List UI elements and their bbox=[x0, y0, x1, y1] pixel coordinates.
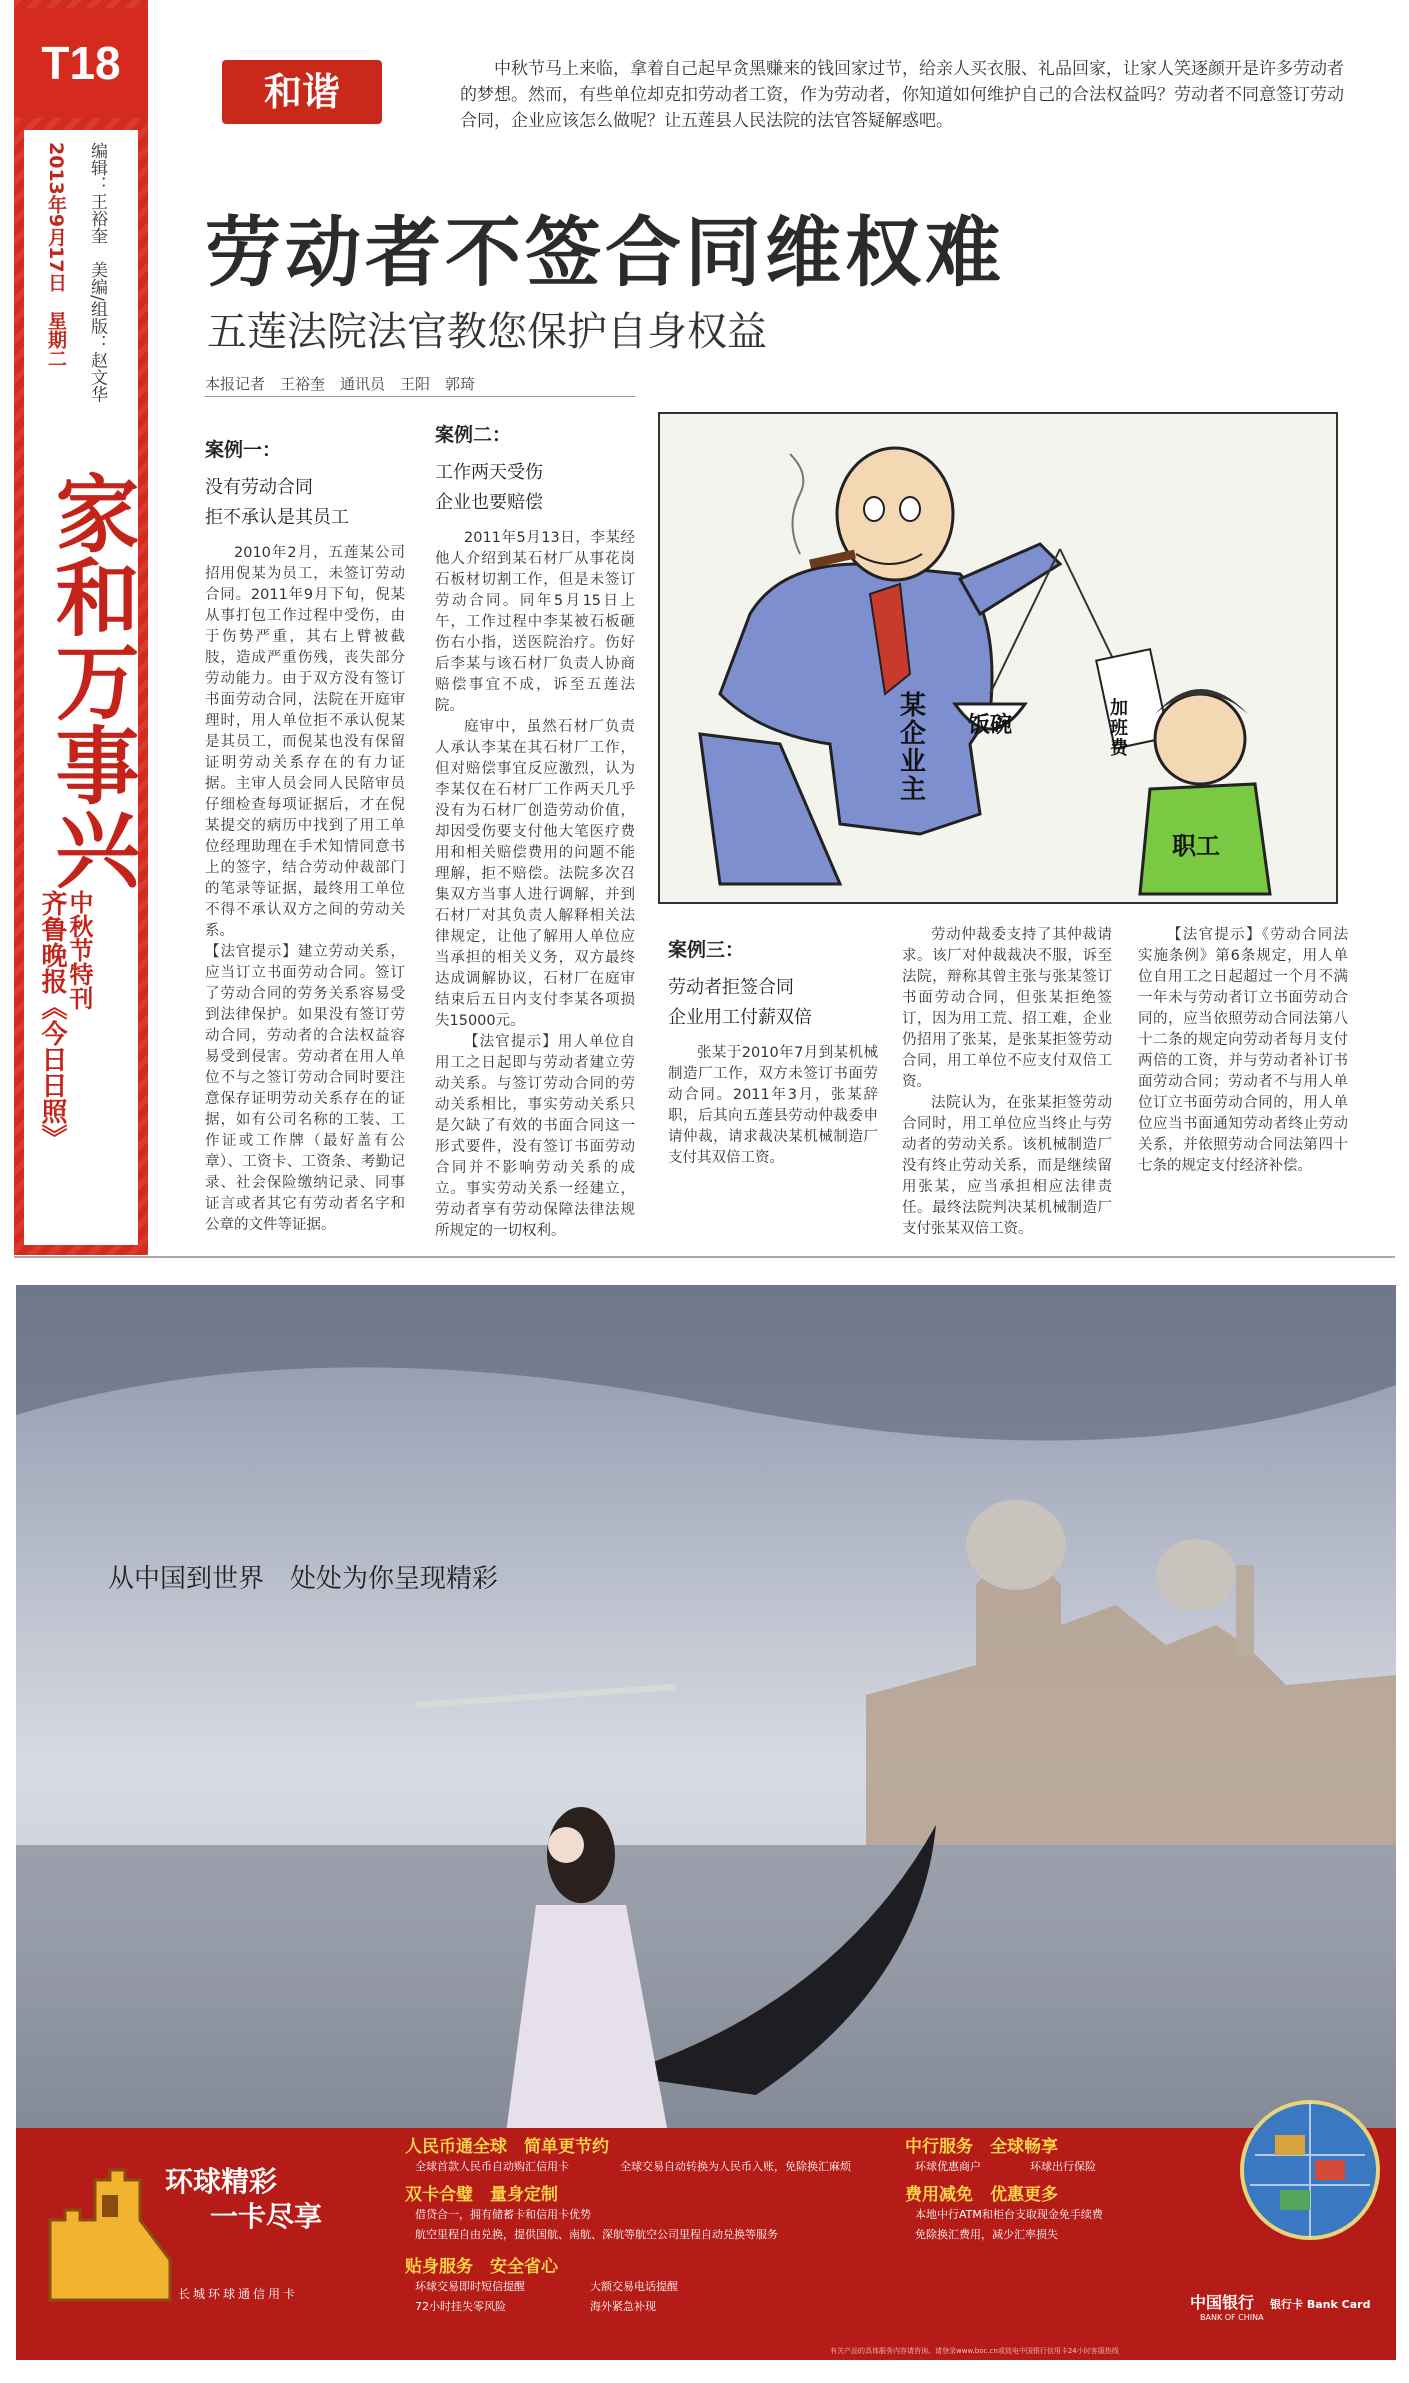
feature-4-item-1: 环球优惠商户 bbox=[915, 2160, 981, 2173]
column-4 bbox=[902, 925, 1112, 1240]
banner-panel bbox=[24, 130, 141, 1245]
ad-card-title-1: 环球精彩 bbox=[165, 2165, 278, 2198]
page-banner bbox=[14, 0, 148, 1255]
column-2 bbox=[435, 410, 635, 1242]
case3-paragraph-2: 劳动仲裁委支持了其仲裁请求。该厂对仲裁裁决不服，诉至法院，辩称其曾主张与张某签订书面劳动合同，但张某拒绝签订，因为用工荒、招工难，企业仍招用了张某，是张某拒签劳动合同，用工单位不应支付双倍工资。 bbox=[902, 927, 1112, 1090]
feature-1-item-2: 全球交易自动转换为人民币入账，免除换汇麻烦 bbox=[620, 2160, 851, 2173]
feature-4-item-2: 环球出行保险 bbox=[1030, 2160, 1096, 2173]
feature-2-title: 双卡合璧 量身定制 bbox=[405, 2185, 558, 2205]
column-logo: 家和万事兴 bbox=[42, 470, 141, 890]
feature-3-item-1: 环球交易即时短信提醒 bbox=[415, 2280, 525, 2293]
issue-date: 2013年9月17日 星期二 bbox=[45, 142, 67, 368]
case3-title-2: 企业用工付薪双倍 bbox=[668, 1007, 812, 1028]
case1-label: 案例一： bbox=[205, 439, 282, 461]
case3-paragraph-3: 法院认为，在张某拒签劳动合同时，用工单位应当终止与劳动者的劳动关系。该机械制造厂没有终止劳动关系，而是继续留用张某，应当承担相应法律责任。最终法院判决某机械制造厂支付张某双倍工资。 bbox=[902, 1095, 1112, 1237]
feature-4-title: 中行服务 全球畅享 bbox=[905, 2137, 1058, 2157]
column-5 bbox=[1138, 925, 1348, 1177]
ad-card-title-2: 一卡尽享 bbox=[210, 2200, 323, 2233]
case2-title-2: 企业也要赔偿 bbox=[435, 492, 543, 513]
cartoon-worker-label: 职工 bbox=[1172, 832, 1220, 860]
staff-credits: 编辑：王裕奎 美编/组版：赵文华 bbox=[87, 142, 107, 403]
ad-fine-print: 有关产品的具体服务内容请咨询。请登录www.boc.cn或致电中国银行信用卡24小时客服热线 bbox=[830, 2347, 1119, 2355]
case1-paragraph-1: 2010年2月，五莲某公司招用倪某为员工，未签订劳动合同。2011年9月下旬，倪某从事打包工作过程中受伤，由于伤势严重，其右上臂被截肢，造成严重伤残，丧失部分劳动能力。由于双方没有签订书面劳动合同，法院在开庭审理时，用人单位拒不承认倪某是其员工，而倪某也没有保留证明劳动关系存在的有力证据。主审人员会同人民陪审员仔细检查每项证据后，才在倪某提交的病历中找到了用工单位经理助理在手术知情同意书上的签字，结合劳动仲裁部门的笔录等证据，最终用工单位不得不承认双方之间的劳动关系。 bbox=[205, 545, 405, 939]
ad-card-label: 长城环球通信用卡 bbox=[178, 2287, 299, 2301]
feature-3-title: 贴身服务 安全省心 bbox=[405, 2257, 558, 2277]
feature-3-item-2: 72小时挂失零风险 bbox=[415, 2300, 506, 2313]
case2-label: 案例二： bbox=[435, 424, 512, 446]
paper-name-text: 齐鲁晚报 bbox=[37, 890, 67, 994]
bank-name: 中国银行 bbox=[1190, 2293, 1255, 2312]
bank-logo bbox=[1190, 2290, 1370, 2313]
article-intro: 中秋节马上来临，拿着自己起早贪黑赚来的钱回家过节，给亲人买衣服、礼品回家，让家人笑逐颜开是许多劳动者的梦想。然而，有些单位却克扣劳动者工资，作为劳动者，你知道如何维护自己的合法权益吗？劳动者不同意签订劳动合同，企业应该怎么做呢？让五莲县人民法院的法官答疑解惑吧。 bbox=[460, 59, 1344, 131]
feature-1-item-1: 全球首款人民币自动购汇信用卡 bbox=[415, 2160, 569, 2173]
feature-2-item-1: 借贷合一，拥有储蓄卡和信用卡优势 bbox=[415, 2208, 591, 2221]
case3-paragraph-1: 张某于2010年7月到某机械制造厂工作，双方未签订书面劳动合同。2011年3月，张某辞职，后其向五莲县劳动仲裁委申请仲裁，请求裁决某机械制造厂支付其双倍工资。 bbox=[668, 1045, 878, 1166]
bank-name-en: BANK OF CHINA bbox=[1200, 2313, 1264, 2322]
feature-3-item-3: 大额交易电话提醒 bbox=[590, 2280, 678, 2293]
feature-1-title: 人民币通全球 简单更节约 bbox=[405, 2137, 609, 2157]
case1-title-2: 拒不承认是其员工 bbox=[205, 507, 349, 528]
page-number: T18 bbox=[14, 8, 148, 118]
special-issue: 中秋节特刊 bbox=[65, 890, 93, 1010]
case3-title-1: 劳动者拒签合同 bbox=[668, 977, 794, 998]
editorial-cartoon bbox=[658, 412, 1338, 904]
cartoon-overtime-label: 加班费 bbox=[1110, 698, 1128, 759]
section-tag: 和谐 bbox=[222, 60, 382, 124]
case3-tip: 【法官提示】《劳动合同法实施条例》第6条规定，用人单位自用工之日起超过一个月不满一年未与劳动者订立书面劳动合同的，应当依照劳动合同法第八十二条的规定向劳动者每月支付两倍的工资，并与劳动者补订书面劳动合同；劳动者不与用人单位订立书面劳动合同的，用人单位应当书面通知劳动者终止劳动关系，并依照劳动合同法第四十七条的规定支付经济补偿。 bbox=[1138, 927, 1348, 1174]
bank-card-text: 银行卡 Bank Card bbox=[1270, 2298, 1371, 2311]
feature-5-item-1: 本地中行ATM和柜台支取现金免手续费 bbox=[915, 2208, 1103, 2221]
cartoon-drawing bbox=[660, 414, 1336, 902]
feature-3-item-4: 海外紧急补现 bbox=[590, 2300, 656, 2313]
headline: 劳动者不签合同维权难 bbox=[205, 208, 1005, 297]
cartoon-boss-label: 某企业主 bbox=[900, 691, 927, 805]
case2-paragraph-1: 2011年5月13日，李某经他人介绍到某石材厂从事花岗石板材切割工作，但是未签订劳动合同。同年5月15日上午，工作过程中李某被石板砸伤右小指，送医院治疗。伤好后李某与该石材厂负责人协商赔偿事宜不成，诉至五莲法院。 bbox=[435, 530, 635, 714]
case1-tip: 【法官提示】建立劳动关系，应当订立书面劳动合同。签订了劳动合同的劳务关系容易受到法律保护。如果没有签订劳动合同，劳动者的合法权益容易受到侵害。劳动者在用人单位不与之签订劳动合同时要注意保存证明劳动关系存在的证据，如有公司名称的工装、工作证或工作牌（最好盖有公章）、工资卡、工资条、考勤记录、社会保险缴纳记录、同事证言或者其它有劳动者名字和公章的文件等证据。 bbox=[205, 944, 405, 1233]
feature-2-item-2: 航空里程自由兑换，提供国航、南航、深航等航空公司里程自动兑换等服务 bbox=[415, 2228, 778, 2241]
byline: 本报记者 王裕奎 通讯员 王阳 郭琦 bbox=[205, 373, 635, 397]
globe-icon bbox=[1235, 2095, 1385, 2245]
case3-label: 案例三： bbox=[668, 939, 745, 961]
case2-paragraph-2: 庭审中，虽然石材厂负责人承认李某在其石材厂工作，但对赔偿事宜反应激烈，认为李某仅在石材厂工作两天几乎没有为石材厂创造劳动价值，却因受伤要支付他大笔医疗费用和相关赔偿费用的问题不能理解，拒不赔偿。法院多次召集双方当事人进行调解，并到石材厂对其负责人解释相关法律规定，让他了解用人单位应当承担的相关义务，双方最终达成调解协议，石材厂在庭审结束后五日内支付李某各项损失15000元。 bbox=[435, 719, 635, 1029]
case1-title-1: 没有劳动合同 bbox=[205, 477, 313, 498]
column-3 bbox=[668, 925, 878, 1169]
column-1 bbox=[205, 425, 405, 1236]
subheadline: 五莲法院法官教您保护自身权益 bbox=[207, 309, 767, 355]
case2-title-1: 工作两天受伤 bbox=[435, 462, 543, 483]
section-divider bbox=[14, 1256, 1395, 1258]
great-wall-icon bbox=[40, 2140, 180, 2310]
cartoon-bowl-label: 饭碗 bbox=[968, 713, 1013, 738]
ad-slogan: 从中国到世界 处处为你呈现精彩 bbox=[108, 1564, 499, 1594]
case2-tip: 【法官提示】用人单位自用工之日起即与劳动者建立劳动关系。与签订劳动合同的劳动关系相比，事实劳动关系只是欠缺了有效的书面合同这一形式要件，没有签订书面劳动合同并不影响劳动关系的成立。事实劳动关系一经建立，劳动者享有劳动保障法律法规所规定的一切权利。 bbox=[435, 1034, 635, 1239]
feature-5-item-2: 免除换汇费用，减少汇率损失 bbox=[915, 2228, 1058, 2241]
feature-5-title: 费用减免 优惠更多 bbox=[905, 2185, 1058, 2205]
edition-name: 《今日日照》 bbox=[37, 994, 67, 1150]
